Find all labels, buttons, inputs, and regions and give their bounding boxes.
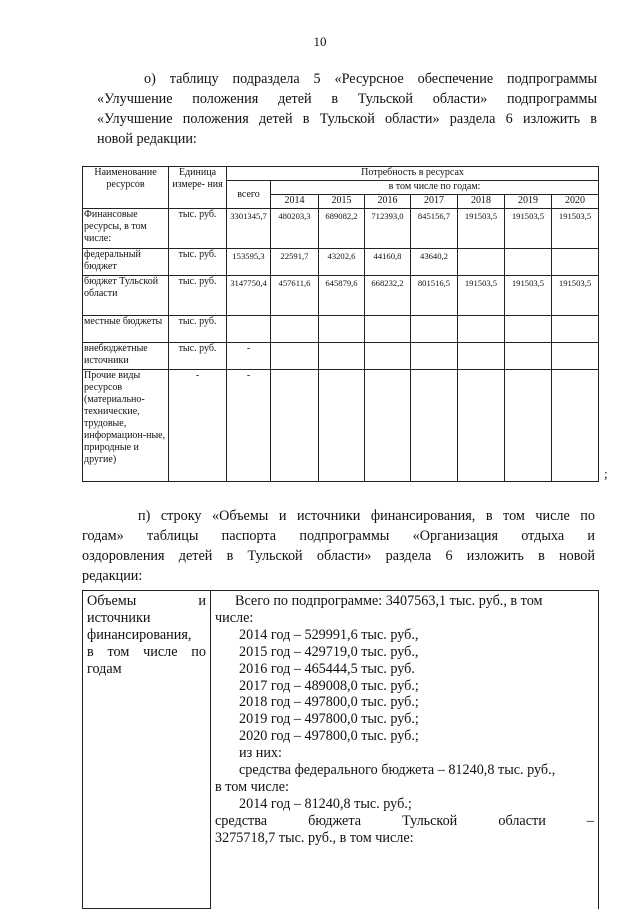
financing-regional-line-1: средства бюджета Тульской области – [215,812,594,829]
paragraph-p-line-4: редакции: [82,568,143,584]
row-name: бюджет Тульской области [83,276,169,316]
row-value-2015: 689082,2 [319,209,365,249]
header-year-2017: 2017 [411,195,458,209]
financing-federal-2014: 2014 год – 81240,8 тыс. руб.; [239,795,412,812]
row-name: Финансовые ресурсы, в том числе: [83,209,169,249]
row-unit: тыс. руб. [169,276,227,316]
row-value-2017: 801516,5 [411,276,458,316]
financing-federal-line-2: в том числе: [215,778,289,795]
header-resource-name: Наименование ресурсов [83,167,169,209]
paragraph-o-line-4: новой редакции: [97,131,197,147]
financing-year-2014: 2014 год – 529991,6 тыс. руб., [239,626,419,643]
financing-content-cell [211,591,599,909]
financing-year-2016: 2016 год – 465444,5 тыс. руб. [239,660,415,677]
row-total [227,316,271,343]
financing-year-2019: 2019 год – 497800,0 тыс. руб.; [239,711,419,728]
header-need: Потребность в ресурсах [227,167,599,181]
paragraph-p-line-3: оздоровления детей в Тульской области» раздела 6 изложить в новой [82,548,595,564]
financing-label-cell [83,591,211,909]
paragraph-p-line-2: годам» таблицы паспорта подпрограммы «Организация отдыха и [82,528,595,544]
row-value-2014: 22591,7 [271,249,319,276]
paragraph-o [97,69,597,149]
header-year-2018: 2018 [458,195,505,209]
row-total: - [227,370,271,482]
financing-table [82,590,599,909]
row-value-2017: 43640,2 [411,249,458,276]
table-row [83,209,599,249]
table-trailing-semicolon: ; [604,466,608,481]
row-value-2015: 645879,6 [319,276,365,316]
row-value-2018 [458,249,505,276]
financing-total-line-1: Всего по подпрограмме: 3407563,1 тыс. руб., в том [235,593,543,609]
table-row [83,316,599,343]
header-total: всего [227,181,271,209]
table-row [83,249,599,276]
financing-year-2015: 2015 год – 429719,0 тыс. руб., [239,643,419,660]
row-total: - [227,343,271,370]
paragraph-o-line-3: «Улучшение положения детей в Тульской области» раздела 6 изложить в [97,111,597,127]
row-unit: тыс. руб. [169,209,227,249]
paragraph-p-line-1: п) строку «Объемы и источники финансирования, в том числе по [138,508,595,524]
header-year-2020: 2020 [552,195,599,209]
table-row [83,276,599,316]
financing-label-line-3: финансирования, [87,626,192,643]
row-value-2019: 191503,5 [505,276,552,316]
row-total: 3147750,4 [227,276,271,316]
financing-year-2020: 2020 год – 497800,0 тыс. руб.; [239,728,419,745]
table-row [83,370,599,482]
financing-label-line-2: источники [87,609,151,626]
financing-year-2017: 2017 год – 489008,0 тыс. руб.; [239,677,419,694]
row-name: внебюджетные источники [83,343,169,370]
row-value-2016: 712393,0 [365,209,411,249]
row-value-2019 [505,249,552,276]
page-number: 10 [313,34,327,49]
row-value-2015: 43202,6 [319,249,365,276]
row-total: 153595,3 [227,249,271,276]
table-row [83,343,599,370]
row-total: 3301345,7 [227,209,271,249]
row-value-2020: 191503,5 [552,209,599,249]
paragraph-p [82,506,595,586]
row-value-2020: 191503,5 [552,276,599,316]
row-value-2018: 191503,5 [458,276,505,316]
row-value-2014: 480203,3 [271,209,319,249]
financing-label-line-5: годам [87,660,122,677]
row-unit: - [169,370,227,482]
row-unit: тыс. руб. [169,249,227,276]
row-value-2018: 191503,5 [458,209,505,249]
row-value-2014: 457611,6 [271,276,319,316]
financing-label-line-1: Объемы и [87,593,206,609]
row-unit: тыс. руб. [169,343,227,370]
header-by-year: в том числе по годам: [271,181,599,195]
row-value-2020 [552,249,599,276]
row-value-2016: 44160,8 [365,249,411,276]
financing-year-2018: 2018 год – 497800,0 тыс. руб.; [239,694,419,711]
financing-of-them: из них: [239,745,282,762]
header-unit: Единица измере- ния [169,167,227,209]
header-year-2014: 2014 [271,195,319,209]
row-value-2019: 191503,5 [505,209,552,249]
row-value-2017: 845156,7 [411,209,458,249]
header-year-2015: 2015 [319,195,365,209]
paragraph-o-line-1: о) таблицу подраздела 5 «Ресурсное обеспечение подпрограммы [144,71,597,87]
header-year-2019: 2019 [505,195,552,209]
row-name: местные бюджеты [83,316,169,343]
paragraph-o-line-2: «Улучшение положения детей в Тульской области» подпрограммы [97,91,597,107]
resource-table [82,166,599,482]
financing-label-line-4: в том числе по [87,643,206,660]
row-name: федеральный бюджет [83,249,169,276]
row-value-2016: 668232,2 [365,276,411,316]
header-year-2016: 2016 [365,195,411,209]
financing-regional-line-2: 3275718,7 тыс. руб., в том числе: [215,829,414,846]
financing-federal-line-1: средства федерального бюджета – 81240,8 тыс. руб., [239,762,556,779]
financing-total-line-2: числе: [215,609,254,626]
row-unit: тыс. руб. [169,316,227,343]
row-name: Прочие виды ресурсов (материально-технические, трудовые, информацион-ные, природные и другие) [83,370,169,482]
